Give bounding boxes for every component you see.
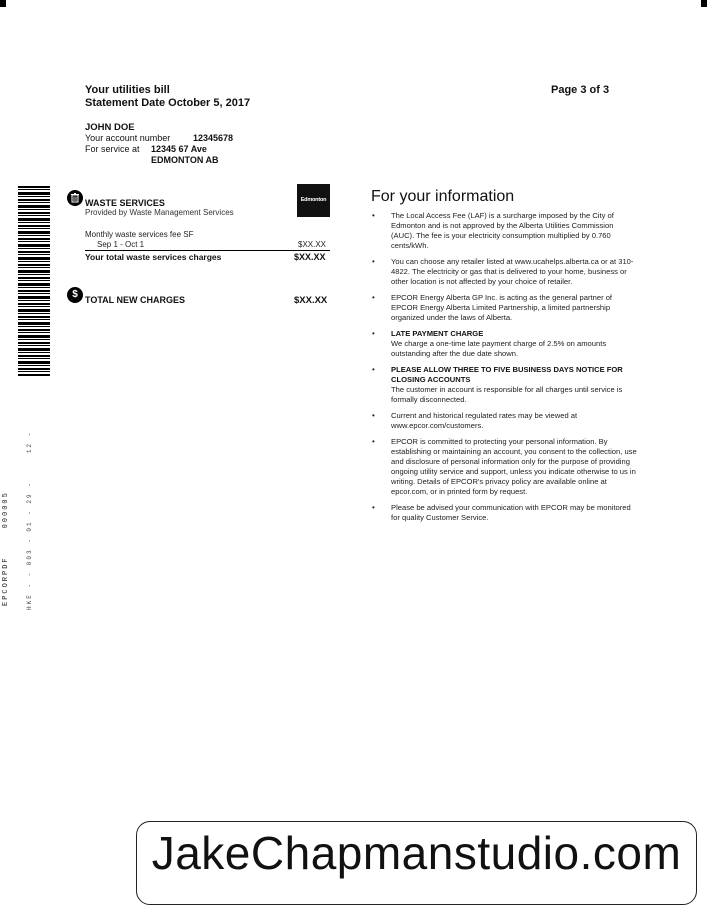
info-item	[371, 365, 637, 405]
info-item	[371, 411, 637, 431]
account-row	[85, 133, 234, 143]
info-list	[371, 211, 637, 529]
bullet-icon: •	[372, 410, 375, 420]
dollar-icon: $	[67, 287, 83, 303]
info-item	[371, 211, 637, 251]
info-text: EPCOR is committed to protecting your personal information. By establishing or maintaining an account, you consent to the collection, use and disclosure of personal information only for the purpose of providing ongoing utility service and support, unless you indicate otherwise to us in writing. Details of EPCOR's privacy policy are available online at epcor.com, or in printed form by request.	[391, 437, 637, 496]
waste-total-label: Your total waste services charges	[85, 252, 222, 262]
info-heading: LATE PAYMENT CHARGE	[391, 328, 484, 338]
statement-date: Statement Date October 5, 2017	[85, 97, 251, 109]
side-code2-right: 12 -	[26, 430, 33, 454]
info-text: EPCOR Energy Alberta GP Inc. is acting as the general partner of EPCOR Energy Alberta Limited Partnership, a limited partnership organized under the laws of Alberta.	[391, 292, 613, 322]
info-item	[371, 257, 637, 287]
corner-mark-right	[701, 0, 707, 7]
bullet-icon: •	[372, 211, 375, 220]
info-text: You can choose any retailer listed at www.ucahelps.alberta.ca or at 310-4822. The electricity or gas that is delivered to your home, business or other location is not affected by your choice of retailer.	[391, 256, 634, 286]
info-heading: PLEASE ALLOW THREE TO FIVE BUSINESS DAYS NOTICE FOR CLOSING ACCOUNTS	[391, 364, 623, 384]
corner-mark-left	[0, 0, 6, 7]
side-code-secondary	[26, 431, 33, 610]
fee-label: Monthly waste services fee SF	[85, 230, 194, 239]
bill-title: Your utilities bill	[85, 84, 170, 96]
waste-services-title: WASTE SERVICES	[85, 198, 165, 208]
page-number: Page 3 of 3	[551, 84, 610, 96]
info-text: The customer in account is responsible for all charges until service is formally disconnected.	[391, 384, 623, 404]
service-city: EDMONTON AB	[151, 155, 219, 165]
side-code-left: EPCORPDF	[2, 556, 10, 606]
info-text: We charge a one-time late payment charge of 2.5% on amounts outstanding after the due date shown.	[391, 338, 607, 358]
trash-glyph	[67, 190, 83, 206]
side-code2-left: HKE - - 003 - 01 - 29 -	[26, 481, 33, 610]
bullet-icon: •	[372, 502, 375, 512]
info-text: Please be advised your communication with EPCOR may be monitored for quality Customer Service.	[391, 502, 631, 522]
watermark-text: JakeChapmanstudio.com	[151, 827, 682, 879]
service-row	[85, 144, 207, 154]
total-divider	[85, 250, 330, 251]
side-code-right: 000005	[2, 491, 10, 529]
bullet-icon: •	[372, 364, 375, 374]
info-text: Current and historical regulated rates may be viewed at www.epcor.com/customers.	[391, 410, 578, 430]
total-new-charges-label: TOTAL NEW CHARGES	[85, 295, 186, 305]
logo-text: Edmonton	[300, 197, 327, 203]
info-item	[371, 293, 637, 323]
waste-total-amount: $XX.XX	[294, 252, 326, 262]
info-title: For your information	[371, 188, 515, 205]
bullet-icon: •	[372, 328, 375, 338]
side-code-primary	[2, 491, 10, 606]
info-item	[371, 437, 637, 496]
barcode	[18, 186, 50, 376]
account-number: 12345678	[193, 133, 234, 143]
trash-icon	[67, 190, 83, 206]
total-new-charges-amount: $XX.XX	[294, 295, 328, 306]
service-address: 12345 67 Ave	[151, 144, 207, 154]
bullet-icon: •	[372, 256, 375, 266]
service-label: For service at	[85, 144, 140, 154]
edmonton-logo	[297, 184, 330, 217]
fee-amount: $XX.XX	[298, 240, 327, 249]
account-label: Your account number	[85, 133, 171, 143]
info-item	[371, 503, 637, 523]
fee-period: Sep 1 - Oct 1	[97, 240, 145, 249]
info-item	[371, 329, 637, 359]
waste-services-provider: Provided by Waste Management Services	[85, 208, 234, 217]
info-text: The Local Access Fee (LAF) is a surcharge imposed by the City of Edmonton and is not approved by the Alberta Utilities Commission (AUC). The fee is your electricity consumption multiplied by 0.760 cents/kWh.	[391, 211, 614, 250]
bullet-icon: •	[372, 437, 375, 446]
customer-name: JOHN DOE	[85, 122, 135, 133]
bullet-icon: •	[372, 292, 375, 302]
